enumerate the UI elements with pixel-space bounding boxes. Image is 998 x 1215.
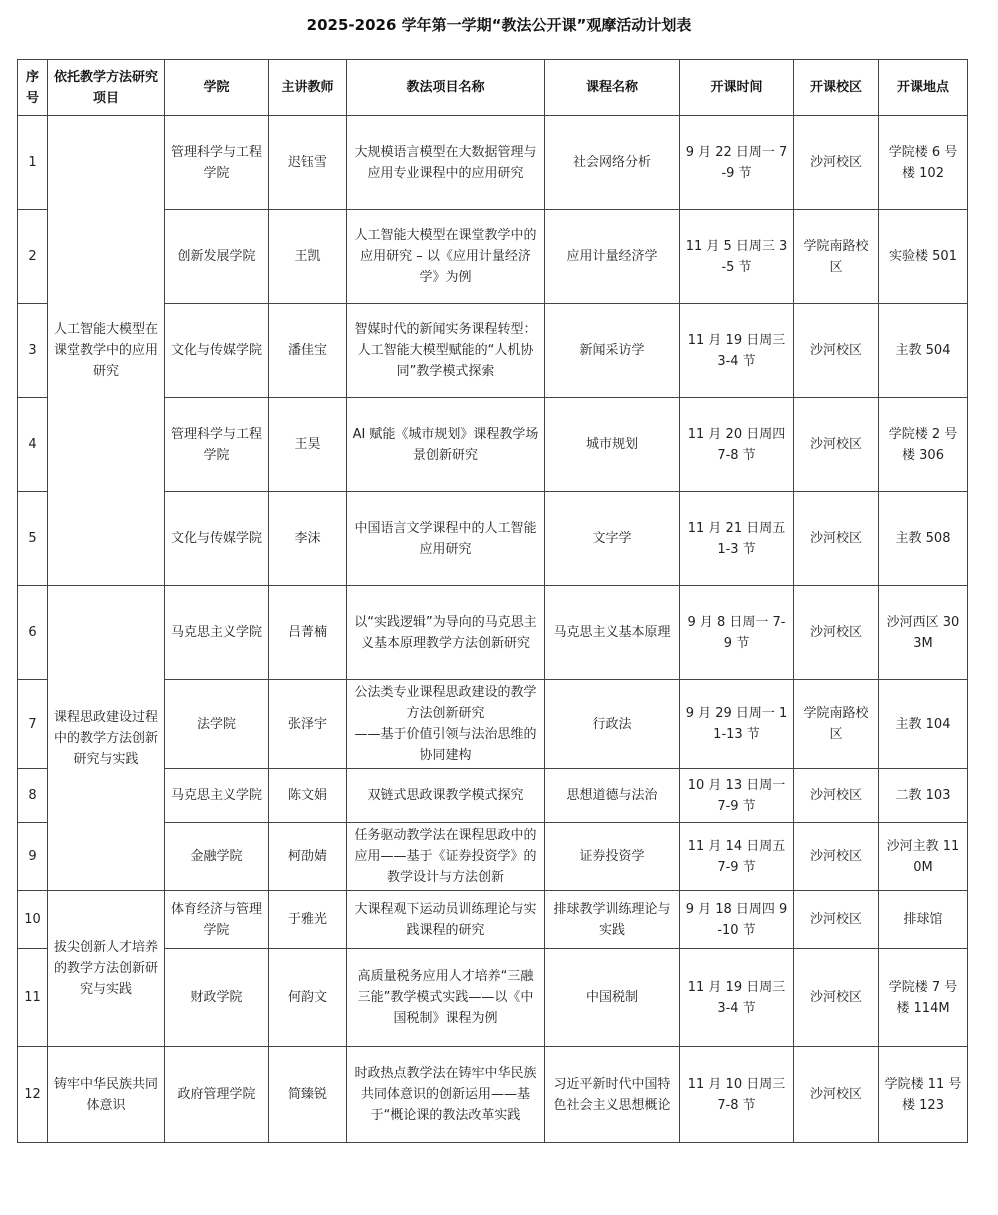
cell-seq: 9: [18, 823, 48, 891]
cell-time: 11 月 20 日周四 7-8 节: [680, 398, 794, 492]
cell-project-name: 双链式思政课教学模式探究: [347, 769, 545, 823]
cell-place: 实验楼 501: [879, 210, 968, 304]
cell-place: 沙河西区 303M: [879, 586, 968, 680]
cell-campus: 沙河校区: [794, 304, 879, 398]
cell-project-name: 时政热点教学法在铸牢中华民族共同体意识的创新运用——基于“概论课的教法改革实践: [347, 1047, 545, 1143]
cell-course: 思想道德与法治: [545, 769, 680, 823]
cell-college: 文化与传媒学院: [165, 492, 269, 586]
cell-project-name: AI 赋能《城市规划》课程教学场景创新研究: [347, 398, 545, 492]
cell-time: 11 月 19 日周三 3-4 节: [680, 304, 794, 398]
table-row: [18, 586, 968, 680]
cell-college: 创新发展学院: [165, 210, 269, 304]
header-project: 依托教学方法研究项目: [48, 60, 165, 116]
project-name-line: 公法类专业课程思政建设的教学方法创新研究: [354, 685, 537, 721]
cell-course: 中国税制: [545, 949, 680, 1047]
cell-time: 10 月 13 日周一 7-9 节: [680, 769, 794, 823]
header-seq: 序号: [18, 60, 48, 116]
cell-college: 文化与传媒学院: [165, 304, 269, 398]
cell-college: 管理科学与工程学院: [165, 398, 269, 492]
cell-teacher: 于雅光: [269, 891, 347, 949]
table-header-row: [18, 60, 968, 116]
cell-college: 管理科学与工程学院: [165, 116, 269, 210]
table-row: [18, 116, 968, 210]
cell-campus: 沙河校区: [794, 586, 879, 680]
cell-seq: 3: [18, 304, 48, 398]
cell-teacher: 简臻锐: [269, 1047, 347, 1143]
cell-course: 习近平新时代中国特色社会主义思想概论: [545, 1047, 680, 1143]
cell-teacher: 王昊: [269, 398, 347, 492]
cell-campus: 沙河校区: [794, 398, 879, 492]
cell-campus: 沙河校区: [794, 891, 879, 949]
cell-project-name: 大课程观下运动员训练理论与实践课程的研究: [347, 891, 545, 949]
cell-course: 应用计量经济学: [545, 210, 680, 304]
cell-place: 沙河主教 110M: [879, 823, 968, 891]
cell-time: 11 月 14 日周五 7-9 节: [680, 823, 794, 891]
cell-seq: 4: [18, 398, 48, 492]
table-row: [18, 1047, 968, 1143]
cell-course: 马克思主义基本原理: [545, 586, 680, 680]
cell-course: 社会网络分析: [545, 116, 680, 210]
cell-college: 财政学院: [165, 949, 269, 1047]
cell-campus: 学院南路校区: [794, 680, 879, 769]
cell-project-name: [347, 680, 545, 769]
cell-place: 二教 103: [879, 769, 968, 823]
cell-time: 9 月 18 日周四 9-10 节: [680, 891, 794, 949]
cell-course: 文字学: [545, 492, 680, 586]
cell-place: 学院楼 2 号楼 306: [879, 398, 968, 492]
cell-time: 11 月 10 日周三 7-8 节: [680, 1047, 794, 1143]
cell-teacher: 张泽宇: [269, 680, 347, 769]
cell-seq: 5: [18, 492, 48, 586]
cell-project-name: 以“实践逻辑”为导向的马克思主义基本原理教学方法创新研究: [347, 586, 545, 680]
cell-teacher: 吕菁楠: [269, 586, 347, 680]
table-row: [18, 891, 968, 949]
cell-course: 行政法: [545, 680, 680, 769]
cell-time: 11 月 5 日周三 3-5 节: [680, 210, 794, 304]
page-title: 2025-2026 学年第一学期“教法公开课”观摩活动计划表: [306, 16, 692, 34]
cell-place: 主教 504: [879, 304, 968, 398]
header-college: 学院: [165, 60, 269, 116]
cell-project: 铸牢中华民族共同体意识: [48, 1047, 165, 1143]
cell-college: 马克思主义学院: [165, 769, 269, 823]
project-name-line: ——基于价值引领与法治思维的协同建构: [354, 727, 537, 763]
cell-teacher: 迟钰雪: [269, 116, 347, 210]
cell-college: 法学院: [165, 680, 269, 769]
cell-project: 人工智能大模型在课堂教学中的应用研究: [48, 116, 165, 586]
cell-place: 主教 104: [879, 680, 968, 769]
schedule-table: [17, 59, 968, 1143]
cell-project: 拔尖创新人才培养的教学方法创新研究与实践: [48, 891, 165, 1047]
cell-teacher: 王凯: [269, 210, 347, 304]
cell-project-name: 中国语言文学课程中的人工智能应用研究: [347, 492, 545, 586]
cell-campus: 沙河校区: [794, 116, 879, 210]
cell-teacher: 何韵文: [269, 949, 347, 1047]
cell-seq: 11: [18, 949, 48, 1047]
cell-time: 11 月 21 日周五 1-3 节: [680, 492, 794, 586]
cell-time: 9 月 29 日周一 11-13 节: [680, 680, 794, 769]
cell-project-name: 智媒时代的新闻实务课程转型：人工智能大模型赋能的“人机协同”教学模式探索: [347, 304, 545, 398]
cell-teacher: 潘佳宝: [269, 304, 347, 398]
cell-time: 11 月 19 日周三 3-4 节: [680, 949, 794, 1047]
cell-course: 证券投资学: [545, 823, 680, 891]
cell-seq: 7: [18, 680, 48, 769]
cell-time: 9 月 8 日周一 7-9 节: [680, 586, 794, 680]
cell-course: 城市规划: [545, 398, 680, 492]
cell-project-name: 任务驱动教学法在课程思政中的应用——基于《证券投资学》的教学设计与方法创新: [347, 823, 545, 891]
cell-campus: 学院南路校区: [794, 210, 879, 304]
cell-seq: 12: [18, 1047, 48, 1143]
cell-place: 排球馆: [879, 891, 968, 949]
cell-campus: 沙河校区: [794, 769, 879, 823]
cell-college: 马克思主义学院: [165, 586, 269, 680]
cell-seq: 6: [18, 586, 48, 680]
cell-project-name: 人工智能大模型在课堂教学中的应用研究 – 以《应用计量经济学》为例: [347, 210, 545, 304]
cell-teacher: 柯劭婧: [269, 823, 347, 891]
cell-time: 9 月 22 日周一 7-9 节: [680, 116, 794, 210]
cell-college: 政府管理学院: [165, 1047, 269, 1143]
cell-project: 课程思政建设过程中的教学方法创新研究与实践: [48, 586, 165, 891]
header-place: 开课地点: [879, 60, 968, 116]
cell-place: 主教 508: [879, 492, 968, 586]
cell-college: 体育经济与管理学院: [165, 891, 269, 949]
cell-campus: 沙河校区: [794, 1047, 879, 1143]
cell-project-name: 高质量税务应用人才培养“三融三能”教学模式实践——以《中国税制》课程为例: [347, 949, 545, 1047]
header-teacher: 主讲教师: [269, 60, 347, 116]
cell-seq: 10: [18, 891, 48, 949]
cell-campus: 沙河校区: [794, 949, 879, 1047]
header-project-name: 教法项目名称: [347, 60, 545, 116]
cell-teacher: 李沫: [269, 492, 347, 586]
header-campus: 开课校区: [794, 60, 879, 116]
cell-campus: 沙河校区: [794, 492, 879, 586]
cell-teacher: 陈文娟: [269, 769, 347, 823]
cell-place: 学院楼 6 号楼 102: [879, 116, 968, 210]
cell-campus: 沙河校区: [794, 823, 879, 891]
cell-college: 金融学院: [165, 823, 269, 891]
cell-course: 新闻采访学: [545, 304, 680, 398]
cell-seq: 2: [18, 210, 48, 304]
cell-seq: 1: [18, 116, 48, 210]
cell-course: 排球教学训练理论与实践: [545, 891, 680, 949]
cell-seq: 8: [18, 769, 48, 823]
cell-place: 学院楼 7 号楼 114M: [879, 949, 968, 1047]
cell-project-name: 大规模语言模型在大数据管理与应用专业课程中的应用研究: [347, 116, 545, 210]
header-course: 课程名称: [545, 60, 680, 116]
cell-place: 学院楼 11 号楼 123: [879, 1047, 968, 1143]
header-time: 开课时间: [680, 60, 794, 116]
